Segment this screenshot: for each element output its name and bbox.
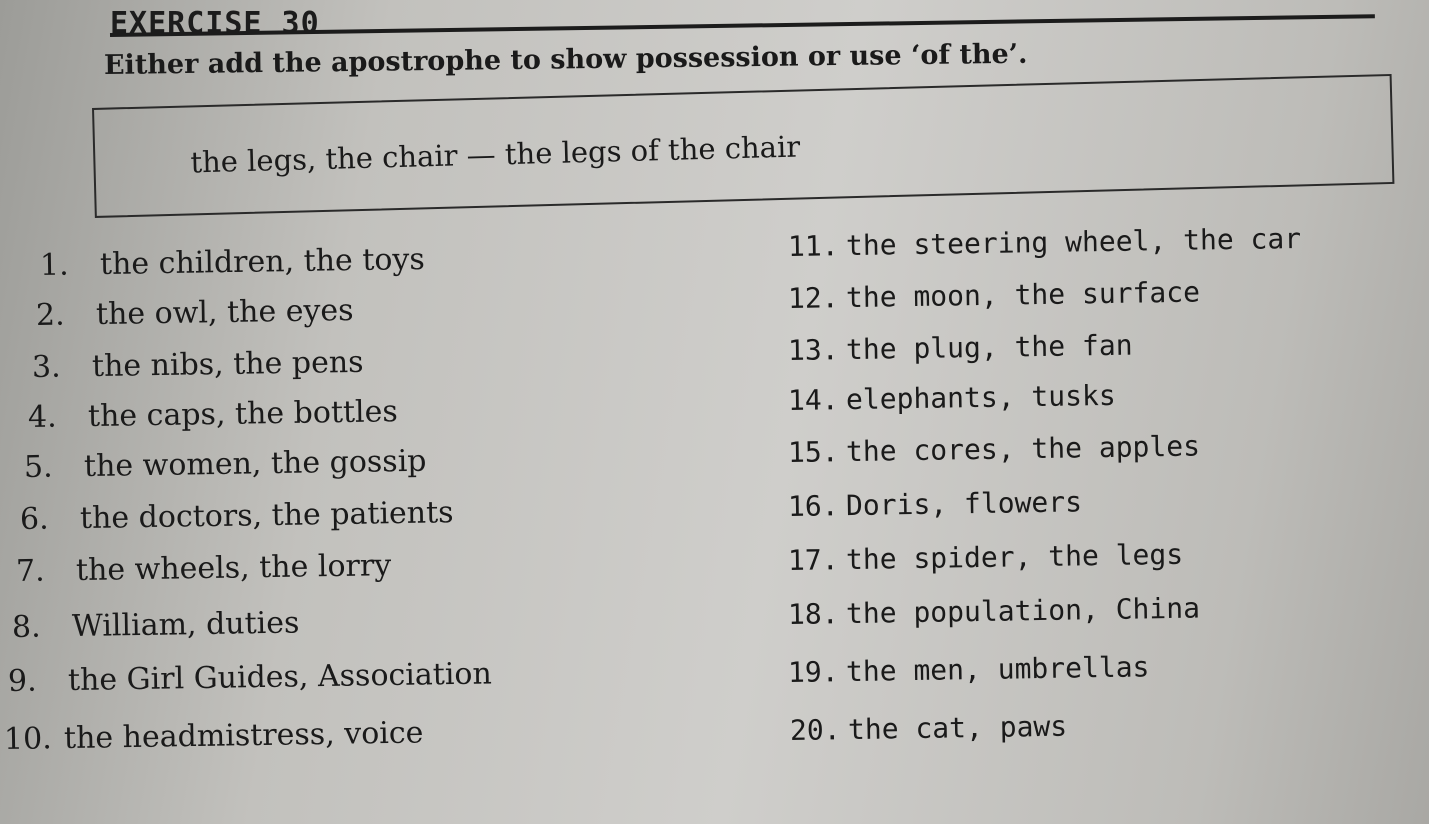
- list-item: [4, 715, 424, 757]
- example-text: the legs, the chair — the legs of the chair: [190, 129, 801, 180]
- example-box: [92, 74, 1394, 218]
- item-number: 12.: [787, 281, 839, 315]
- item-number: 2.: [35, 297, 65, 333]
- item-number: 13.: [787, 333, 839, 367]
- list-item: [8, 656, 492, 699]
- item-text: the Girl Guides, Association: [67, 656, 493, 699]
- list-item: [788, 592, 1200, 631]
- item-number: 6.: [19, 501, 49, 537]
- list-item: [24, 444, 427, 485]
- list-item: [788, 329, 1133, 367]
- item-text: elephants, tusks: [845, 378, 1116, 417]
- item-text: the men, umbrellas: [845, 650, 1150, 689]
- list-item: [40, 242, 425, 283]
- list-item: [788, 650, 1150, 689]
- list-item: [36, 293, 354, 333]
- item-number: 10.: [3, 721, 52, 757]
- item-number: 15.: [787, 435, 839, 469]
- item-number: 1.: [39, 247, 69, 283]
- list-item: [28, 394, 398, 435]
- item-text: the children, the toys: [99, 241, 426, 283]
- exercise-heading: EXERCISE 30: [110, 6, 320, 41]
- item-text: the plug, the fan: [845, 328, 1133, 367]
- list-item: [16, 548, 392, 589]
- item-number: 4.: [27, 399, 57, 435]
- item-text: William, duties: [71, 605, 300, 645]
- item-text: the headmistress, voice: [63, 715, 424, 757]
- item-text: the cores, the apples: [845, 429, 1201, 469]
- item-number: 5.: [23, 449, 53, 485]
- item-text: the wheels, the lorry: [75, 548, 392, 589]
- item-text: the doctors, the patients: [79, 495, 454, 537]
- item-number: 17.: [787, 543, 839, 577]
- list-item: [32, 345, 364, 385]
- item-text: the caps, the bottles: [87, 394, 399, 435]
- item-text: the spider, the legs: [845, 537, 1184, 577]
- instruction-text: Either add the apostrophe to show possession or use ‘of the’.: [103, 38, 1028, 81]
- item-text: the steering wheel, the car: [845, 221, 1302, 263]
- item-text: the population, China: [845, 591, 1201, 631]
- list-item: [788, 538, 1184, 577]
- item-number: 3.: [31, 349, 61, 385]
- list-item: [790, 710, 1068, 747]
- item-text: the cat, paws: [847, 709, 1068, 747]
- item-text: the moon, the surface: [845, 275, 1201, 315]
- item-number: 19.: [787, 655, 839, 689]
- item-number: 18.: [787, 597, 839, 631]
- item-text: Doris, flowers: [845, 485, 1083, 523]
- item-number: 16.: [787, 489, 839, 523]
- list-item: [788, 430, 1200, 469]
- list-item: [788, 485, 1082, 523]
- item-text: the nibs, the pens: [91, 344, 364, 385]
- list-item: [788, 276, 1200, 315]
- item-text: the owl, the eyes: [95, 293, 354, 333]
- list-item: [20, 495, 454, 537]
- item-number: 7.: [15, 553, 45, 589]
- item-number: 8.: [11, 609, 41, 645]
- item-number: 20.: [789, 713, 841, 747]
- item-number: 11.: [787, 229, 839, 263]
- list-item: [12, 605, 300, 645]
- list-item: [788, 222, 1302, 263]
- item-number: 14.: [787, 383, 839, 417]
- item-text: the women, the gossip: [83, 443, 427, 485]
- item-number: 9.: [7, 663, 37, 699]
- list-item: [788, 379, 1116, 417]
